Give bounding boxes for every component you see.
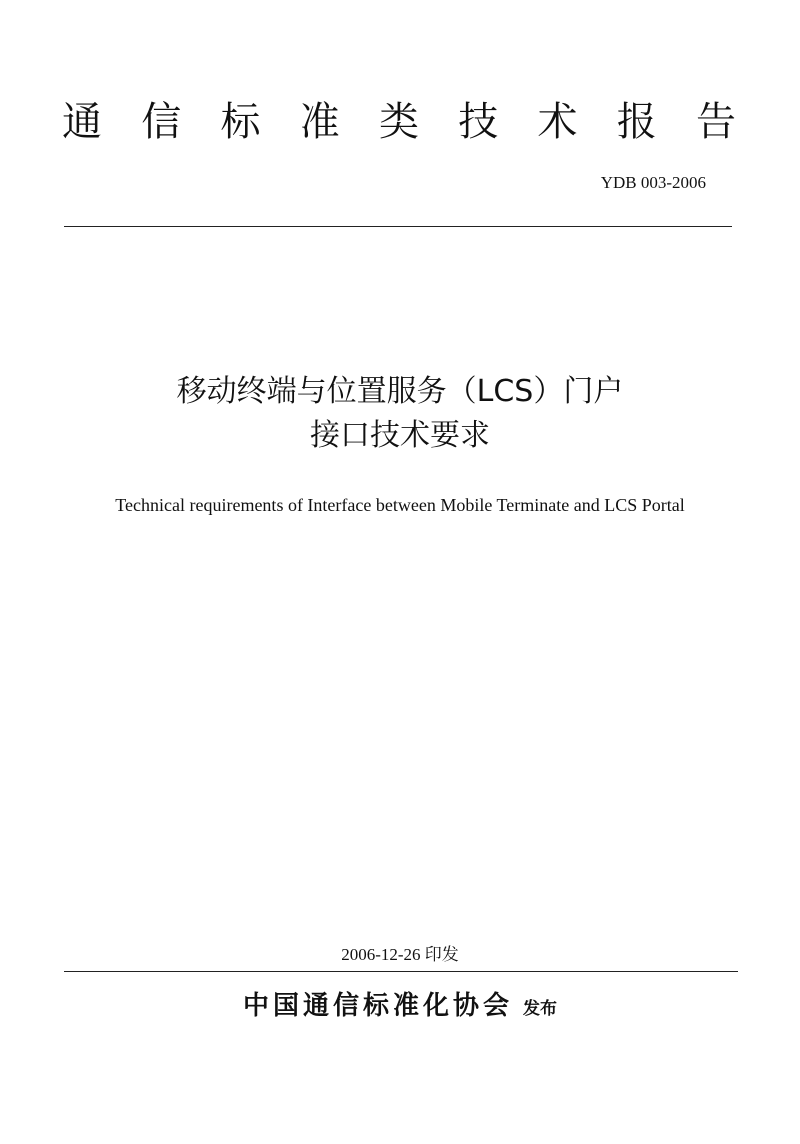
bottom-divider <box>64 971 738 972</box>
document-code: YDB 003-2006 <box>600 173 706 192</box>
report-type-title <box>62 96 736 148</box>
report-type-char: 报 <box>616 99 657 145</box>
publisher-suffix: 发布 <box>523 999 557 1019</box>
report-type-char: 通 <box>62 99 102 145</box>
report-type-char: 标 <box>220 99 261 145</box>
report-type-char: 信 <box>141 99 182 145</box>
report-type-char: 术 <box>537 99 578 145</box>
issue-date: 2006-12-26 印发 <box>341 945 459 964</box>
report-type-char: 准 <box>299 99 340 145</box>
publisher-name: 中国通信标准化协会 <box>242 991 513 1021</box>
document-title-line-2: 接口技术要求 <box>310 418 490 453</box>
report-type-char: 技 <box>458 99 499 145</box>
report-type-char: 类 <box>379 99 419 145</box>
document-title-line-1: 移动终端与位置服务（LCS）门户 <box>176 374 624 409</box>
document-title <box>0 370 800 458</box>
top-divider <box>64 226 732 227</box>
report-type-char: 告 <box>696 99 736 145</box>
publisher-line <box>0 988 800 1027</box>
english-title: Technical requirements of Interface between Mobile Terminate and LCS Portal <box>115 495 685 515</box>
